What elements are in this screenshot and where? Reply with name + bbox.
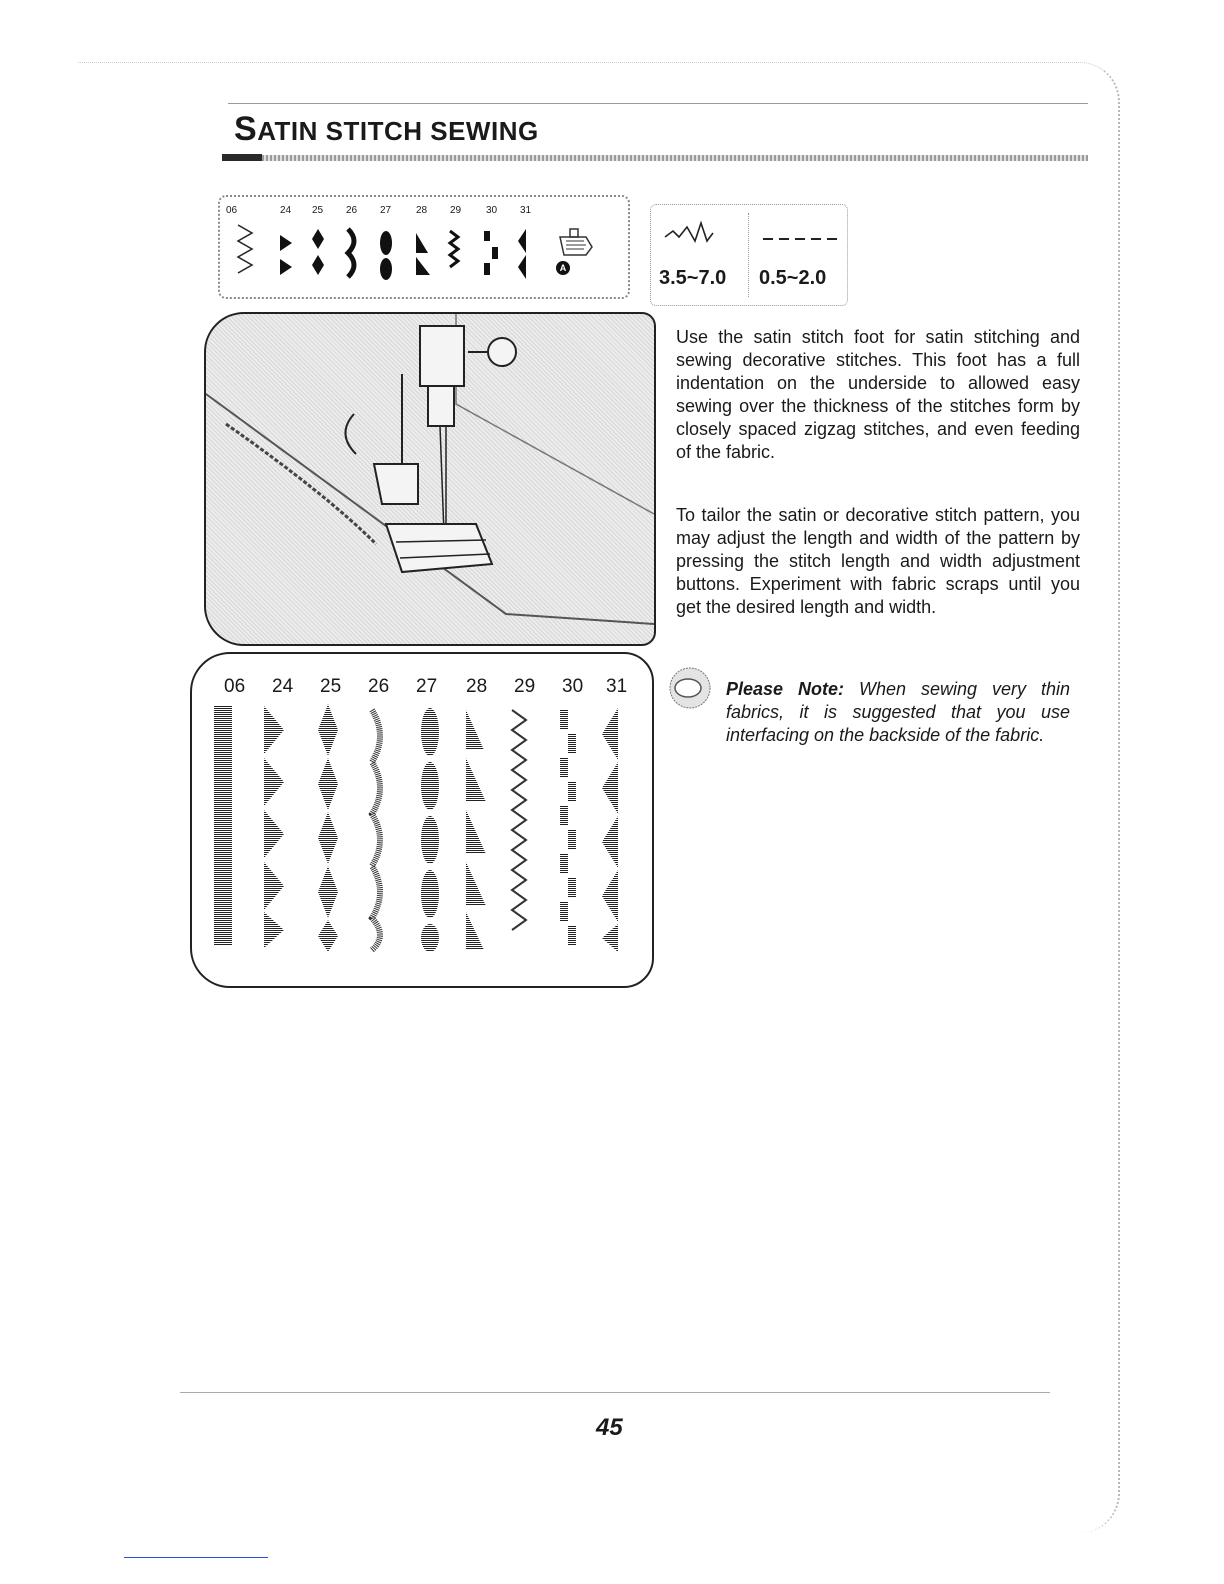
pattern-number: 26 bbox=[346, 205, 358, 216]
sample-satin-24 bbox=[264, 706, 284, 948]
pattern-number: 06 bbox=[226, 205, 238, 216]
foot-label-badge: A bbox=[556, 261, 570, 275]
stitch-settings-box bbox=[650, 204, 848, 306]
sample-satin-30 bbox=[560, 710, 576, 946]
dashed-length-icon bbox=[761, 219, 841, 249]
sample-satin-25 bbox=[318, 704, 338, 952]
please-note bbox=[726, 678, 1070, 747]
footer-rule bbox=[180, 1392, 1050, 1393]
pattern-number: 29 bbox=[450, 205, 462, 216]
satin-foot-icon bbox=[556, 227, 596, 261]
section-title-rest: ATIN STITCH SEWING bbox=[257, 116, 539, 146]
sample-number: 28 bbox=[466, 676, 488, 697]
sample-number: 30 bbox=[562, 676, 584, 697]
stitch-samples-panel bbox=[190, 652, 654, 988]
stitch-width-value: 3.5~7.0 bbox=[659, 267, 727, 289]
section-title-initial: S bbox=[234, 110, 258, 148]
sample-satin-26 bbox=[372, 710, 380, 950]
title-top-rule bbox=[228, 103, 1088, 104]
pattern-glyph-29 bbox=[450, 231, 458, 267]
sample-satin-31 bbox=[602, 708, 618, 952]
pattern-number: 30 bbox=[486, 205, 498, 216]
page-number: 45 bbox=[596, 1414, 623, 1441]
pattern-glyph-28 bbox=[416, 233, 428, 253]
pattern-glyph-26 bbox=[348, 229, 354, 277]
sample-satin-29 bbox=[512, 710, 526, 930]
pattern-glyph-30 bbox=[484, 231, 490, 241]
sample-satin-06 bbox=[214, 706, 232, 946]
settings-divider bbox=[748, 213, 750, 297]
note-icon bbox=[668, 666, 712, 710]
bottom-blue-rule bbox=[124, 1557, 268, 1558]
section-title bbox=[234, 110, 539, 149]
pattern-number: 28 bbox=[416, 205, 428, 216]
note-text: When sewing very thin fabrics, it is suggested that you use interfacing on the backside of the fabric. bbox=[726, 679, 1071, 745]
pattern-glyph-06 bbox=[238, 225, 252, 273]
sample-satin-28 bbox=[466, 710, 486, 950]
pattern-selector-box bbox=[218, 195, 630, 299]
sample-number: 25 bbox=[320, 676, 342, 697]
sample-number: 06 bbox=[224, 676, 246, 697]
note-label: Please Note: bbox=[726, 679, 845, 699]
stitch-length-value: 0.5~2.0 bbox=[759, 267, 827, 289]
pattern-glyph-27 bbox=[380, 231, 392, 255]
pattern-number: 31 bbox=[520, 205, 532, 216]
sample-number: 26 bbox=[368, 676, 390, 697]
sample-number: 29 bbox=[514, 676, 536, 697]
pattern-number: 25 bbox=[312, 205, 324, 216]
title-underline-grey bbox=[262, 155, 1088, 161]
pattern-glyph-31 bbox=[518, 229, 526, 253]
pattern-glyph-24 bbox=[280, 235, 292, 251]
sample-satin-27 bbox=[421, 708, 439, 952]
sewing-foot-drawing bbox=[206, 314, 654, 644]
pattern-number: 24 bbox=[280, 205, 292, 216]
sample-number: 24 bbox=[272, 676, 294, 697]
sample-number: 27 bbox=[416, 676, 438, 697]
paragraph-tailor-pattern: To tailor the satin or decorative stitch pattern, you may adjust the length and width of the pattern by pressing the stitch length and width adjustment buttons. Experiment with fabric scraps until you get the desired length and width. bbox=[676, 505, 1080, 617]
zigzag-width-icon bbox=[663, 219, 743, 249]
title-underline-dark bbox=[222, 154, 262, 161]
sample-number: 31 bbox=[606, 676, 628, 697]
pattern-glyph-25 bbox=[312, 229, 324, 249]
paragraph-satin-foot: Use the satin stitch foot for satin stitching and sewing decorative stitches. This foot has a full indentation on the underside to allowed easy sewing over the thickness of the stitches form by closely spaced zigzag stitches, and even feeding of the fabric. bbox=[676, 327, 1080, 462]
pattern-number: 27 bbox=[380, 205, 392, 216]
presser-foot-illustration bbox=[204, 312, 656, 646]
stitch-sample-columns bbox=[192, 654, 652, 986]
